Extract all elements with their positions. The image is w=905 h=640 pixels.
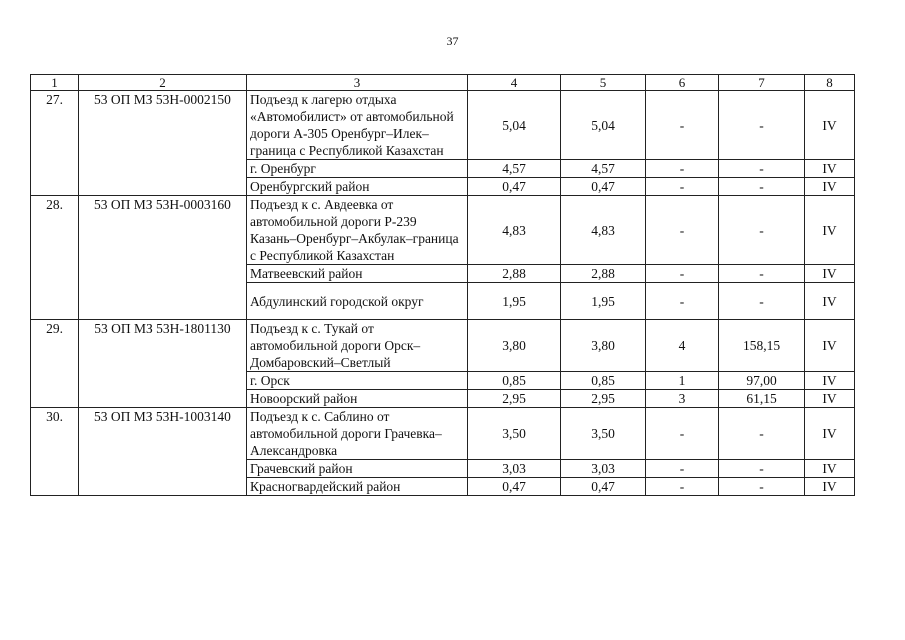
cell-col-4: 2,95 [468, 390, 561, 408]
road-code: 53 ОП МЗ 53Н-1003140 [79, 408, 247, 496]
header-col-7: 7 [719, 75, 805, 91]
area-name: Грачевский район [247, 460, 468, 478]
area-name: г. Орск [247, 372, 468, 390]
cell-col-5: 3,80 [561, 320, 646, 372]
cell-col-7: - [719, 408, 805, 460]
cell-col-6: - [646, 196, 719, 265]
header-col-8: 8 [805, 75, 855, 91]
cell-col-8: IV [805, 460, 855, 478]
cell-col-8: IV [805, 196, 855, 265]
cell-col-8: IV [805, 320, 855, 372]
cell-col-4: 0,85 [468, 372, 561, 390]
cell-col-7: 61,15 [719, 390, 805, 408]
road-name: Подъезд к с. Тукай от автомобильной дороги Орск–Домбаровский–Светлый [247, 320, 468, 372]
cell-col-5: 3,03 [561, 460, 646, 478]
cell-col-4: 0,47 [468, 178, 561, 196]
cell-col-6: - [646, 265, 719, 283]
cell-col-7: - [719, 178, 805, 196]
cell-col-7: 158,15 [719, 320, 805, 372]
header-row [31, 75, 855, 91]
cell-col-7: - [719, 265, 805, 283]
cell-col-5: 5,04 [561, 91, 646, 160]
cell-col-5: 2,88 [561, 265, 646, 283]
road-name: Подъезд к лагерю отдыха «Автомобилист» от автомобильной дороги А-305 Оренбург–Илек–граница с Республикой Казахстан [247, 91, 468, 160]
table-row [31, 196, 855, 265]
cell-col-7: - [719, 283, 805, 320]
cell-col-7: - [719, 460, 805, 478]
road-name: Подъезд к с. Саблино от автомобильной дороги Грачевка–Александровка [247, 408, 468, 460]
row-number: 27. [31, 91, 79, 196]
cell-col-7: 97,00 [719, 372, 805, 390]
table-row [31, 320, 855, 372]
cell-col-8: IV [805, 478, 855, 496]
road-code: 53 ОП МЗ 53Н-0002150 [79, 91, 247, 196]
area-name: Абдулинский городской округ [247, 283, 468, 320]
row-number: 29. [31, 320, 79, 408]
cell-col-7: - [719, 478, 805, 496]
cell-col-4: 3,80 [468, 320, 561, 372]
road-code: 53 ОП МЗ 53Н-1801130 [79, 320, 247, 408]
cell-col-5: 2,95 [561, 390, 646, 408]
area-name: Красногвардейский район [247, 478, 468, 496]
row-number: 28. [31, 196, 79, 320]
cell-col-6: - [646, 91, 719, 160]
area-name: Оренбургский район [247, 178, 468, 196]
cell-col-8: IV [805, 178, 855, 196]
header-col-6: 6 [646, 75, 719, 91]
cell-col-5: 0,47 [561, 478, 646, 496]
area-name: Матвеевский район [247, 265, 468, 283]
cell-col-6: 4 [646, 320, 719, 372]
cell-col-5: 0,47 [561, 178, 646, 196]
header-col-5: 5 [561, 75, 646, 91]
cell-col-8: IV [805, 160, 855, 178]
cell-col-5: 4,57 [561, 160, 646, 178]
header-col-3: 3 [247, 75, 468, 91]
cell-col-6: - [646, 478, 719, 496]
cell-col-6: 1 [646, 372, 719, 390]
cell-col-6: - [646, 178, 719, 196]
cell-col-5: 4,83 [561, 196, 646, 265]
cell-col-4: 4,57 [468, 160, 561, 178]
cell-col-4: 2,88 [468, 265, 561, 283]
cell-col-4: 0,47 [468, 478, 561, 496]
cell-col-8: IV [805, 390, 855, 408]
cell-col-8: IV [805, 91, 855, 160]
cell-col-6: 3 [646, 390, 719, 408]
road-name: Подъезд к с. Авдеевка от автомобильной дороги Р-239 Казань–Оренбург–Акбулак–граница с Республикой Казахстан [247, 196, 468, 265]
cell-col-8: IV [805, 372, 855, 390]
row-number: 30. [31, 408, 79, 496]
cell-col-4: 5,04 [468, 91, 561, 160]
header-col-2: 2 [79, 75, 247, 91]
cell-col-4: 4,83 [468, 196, 561, 265]
page-number: 37 [446, 34, 459, 48]
header-col-1: 1 [31, 75, 79, 91]
cell-col-5: 1,95 [561, 283, 646, 320]
cell-col-8: IV [805, 265, 855, 283]
cell-col-8: IV [805, 408, 855, 460]
road-code: 53 ОП МЗ 53Н-0003160 [79, 196, 247, 320]
cell-col-7: - [719, 196, 805, 265]
cell-col-4: 3,50 [468, 408, 561, 460]
cell-col-6: - [646, 460, 719, 478]
cell-col-6: - [646, 160, 719, 178]
cell-col-7: - [719, 91, 805, 160]
cell-col-5: 3,50 [561, 408, 646, 460]
cell-col-4: 1,95 [468, 283, 561, 320]
area-name: г. Оренбург [247, 160, 468, 178]
cell-col-4: 3,03 [468, 460, 561, 478]
cell-col-6: - [646, 283, 719, 320]
table-row [31, 91, 855, 160]
roads-table [30, 74, 855, 496]
area-name: Новоорский район [247, 390, 468, 408]
cell-col-6: - [646, 408, 719, 460]
header-col-4: 4 [468, 75, 561, 91]
cell-col-8: IV [805, 283, 855, 320]
cell-col-5: 0,85 [561, 372, 646, 390]
cell-col-7: - [719, 160, 805, 178]
table-row [31, 408, 855, 460]
